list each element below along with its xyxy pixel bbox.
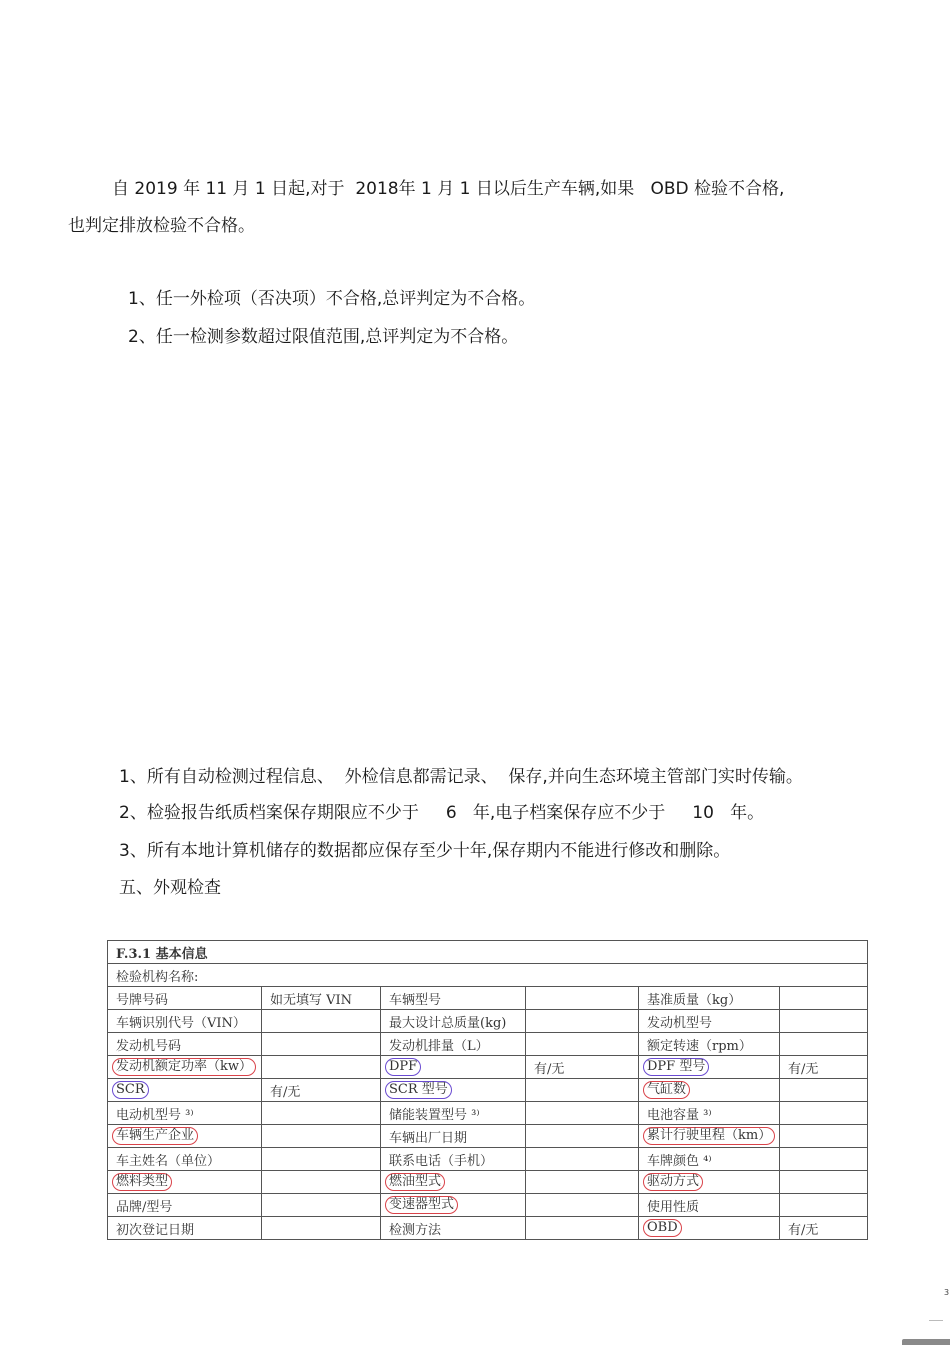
table-title: F.3.1 基本信息	[108, 941, 868, 964]
table-cell	[780, 1010, 868, 1033]
inspection-org-label: 检验机构名称:	[108, 964, 868, 987]
table-cell	[780, 1102, 868, 1125]
rule-b-3: 3、所有本地计算机储存的数据都应保存至少十年,保存期内不能进行修改和删除。	[119, 841, 731, 861]
table-cell	[526, 1125, 639, 1148]
table-cell	[639, 1217, 780, 1240]
highlight-mark: SCR	[112, 1081, 149, 1099]
table-row	[108, 1148, 868, 1171]
table-cell: 电动机型号 ³⁾	[108, 1102, 262, 1125]
intro-line-2: 也判定排放检验不合格。	[68, 216, 255, 236]
rule-b-1: 1、所有自动检测过程信息、 外检信息都需记录、 保存,并向生态环境主管部门实时传输。	[119, 767, 803, 787]
table-cell	[526, 1194, 639, 1217]
table-cell	[780, 1079, 868, 1102]
rule-a-1: 1、任一外检项（否决项）不合格,总评判定为不合格。	[128, 289, 536, 309]
table-cell	[262, 1125, 381, 1148]
table-cell	[526, 1079, 639, 1102]
rule-b-2: 2、检验报告纸质档案保存期限应不少于 6 年,电子档案保存应不少于 10 年。	[119, 803, 765, 823]
table-cell	[108, 1171, 262, 1194]
table-cell	[108, 1056, 262, 1079]
table-cell: 车牌颜色 ⁴⁾	[639, 1148, 780, 1171]
highlight-mark: DPF	[385, 1058, 421, 1076]
table-cell	[780, 1148, 868, 1171]
highlight-mark: DPF 型号	[643, 1058, 709, 1076]
table-cell	[639, 1171, 780, 1194]
table-row	[108, 1194, 868, 1217]
table-row	[108, 1102, 868, 1125]
table-cell	[108, 1125, 262, 1148]
highlight-mark: 发动机额定功率（kw）	[112, 1058, 256, 1076]
table-row	[108, 1125, 868, 1148]
highlight-mark: SCR 型号	[385, 1081, 452, 1099]
table-org-row	[108, 964, 868, 987]
table-row	[108, 1171, 868, 1194]
basic-info-table	[107, 940, 868, 1240]
table-cell	[381, 1194, 526, 1217]
table-cell	[108, 1079, 262, 1102]
highlight-mark: 驱动方式	[643, 1173, 703, 1191]
table-cell	[526, 1171, 639, 1194]
highlight-mark: OBD	[643, 1219, 682, 1237]
table-cell	[780, 1033, 868, 1056]
table-cell	[381, 1056, 526, 1079]
section-heading: 五、外观检查	[119, 878, 221, 898]
table-cell	[780, 987, 868, 1010]
table-cell: 初次登记日期	[108, 1217, 262, 1240]
table-cell	[780, 1171, 868, 1194]
table-cell: 车辆出厂日期	[381, 1125, 526, 1148]
table-cell	[262, 1148, 381, 1171]
table-cell	[780, 1125, 868, 1148]
table-cell	[526, 1148, 639, 1171]
table-cell: 如无填写 VIN	[262, 987, 381, 1010]
table-cell: 号牌号码	[108, 987, 262, 1010]
rule-a-2: 2、任一检测参数超过限值范围,总评判定为不合格。	[128, 327, 519, 347]
table-cell: 发动机型号	[639, 1010, 780, 1033]
table-row	[108, 1033, 868, 1056]
highlight-mark: 燃料类型	[112, 1173, 172, 1191]
table-cell: 有/无	[526, 1056, 639, 1079]
table-cell: 联系电话（手机）	[381, 1148, 526, 1171]
table-cell: 基准质量（kg）	[639, 987, 780, 1010]
table-cell: 发动机排量（L）	[381, 1033, 526, 1056]
table-cell	[262, 1194, 381, 1217]
table-cell	[526, 987, 639, 1010]
table-cell: 额定转速（rpm）	[639, 1033, 780, 1056]
table-cell: 有/无	[780, 1056, 868, 1079]
table-cell	[526, 1217, 639, 1240]
table-cell	[780, 1194, 868, 1217]
table-cell	[639, 1125, 780, 1148]
table-cell	[639, 1056, 780, 1079]
table-title-row	[108, 941, 868, 964]
table-cell	[381, 1079, 526, 1102]
table-cell: 电池容量 ³⁾	[639, 1102, 780, 1125]
table-cell: 检测方法	[381, 1217, 526, 1240]
table-cell: 最大设计总质量(kg)	[381, 1010, 526, 1033]
table-cell	[262, 1033, 381, 1056]
highlight-mark: 燃油型式	[385, 1173, 445, 1191]
table-cell	[526, 1102, 639, 1125]
table-cell	[262, 1010, 381, 1033]
highlight-mark: 累计行驶里程（km）	[643, 1127, 775, 1145]
table-cell	[381, 1171, 526, 1194]
table-cell	[262, 1056, 381, 1079]
table-cell: 储能装置型号 ³⁾	[381, 1102, 526, 1125]
basic-info-table-wrapper	[107, 940, 867, 1240]
table-cell: 有/无	[262, 1079, 381, 1102]
highlight-mark: 变速器型式	[385, 1196, 458, 1214]
table-cell	[262, 1217, 381, 1240]
table-cell: 车主姓名（单位）	[108, 1148, 262, 1171]
table-cell: 有/无	[780, 1217, 868, 1240]
table-cell: 车辆识别代号（VIN）	[108, 1010, 262, 1033]
table-cell	[526, 1033, 639, 1056]
table-cell	[526, 1010, 639, 1033]
table-cell: 品牌/型号	[108, 1194, 262, 1217]
page-edge-tick	[929, 1320, 943, 1321]
scrollbar-thumb[interactable]	[902, 1339, 950, 1345]
table-cell: 使用性质	[639, 1194, 780, 1217]
table-row	[108, 1056, 868, 1079]
table-cell	[262, 1102, 381, 1125]
highlight-mark: 气缸数	[643, 1081, 690, 1099]
page-number: 3	[944, 1288, 950, 1297]
table-cell: 车辆型号	[381, 987, 526, 1010]
intro-line-1: 自 2019 年 11 月 1 日起,对于 2018年 1 月 1 日以后生产车辆,如果 OBD 检验不合格,	[112, 179, 785, 199]
table-cell: 发动机号码	[108, 1033, 262, 1056]
table-row	[108, 1079, 868, 1102]
table-cell	[262, 1171, 381, 1194]
table-row	[108, 987, 868, 1010]
table-row	[108, 1010, 868, 1033]
table-row	[108, 1217, 868, 1240]
highlight-mark: 车辆生产企业	[112, 1127, 198, 1145]
table-cell	[639, 1079, 780, 1102]
